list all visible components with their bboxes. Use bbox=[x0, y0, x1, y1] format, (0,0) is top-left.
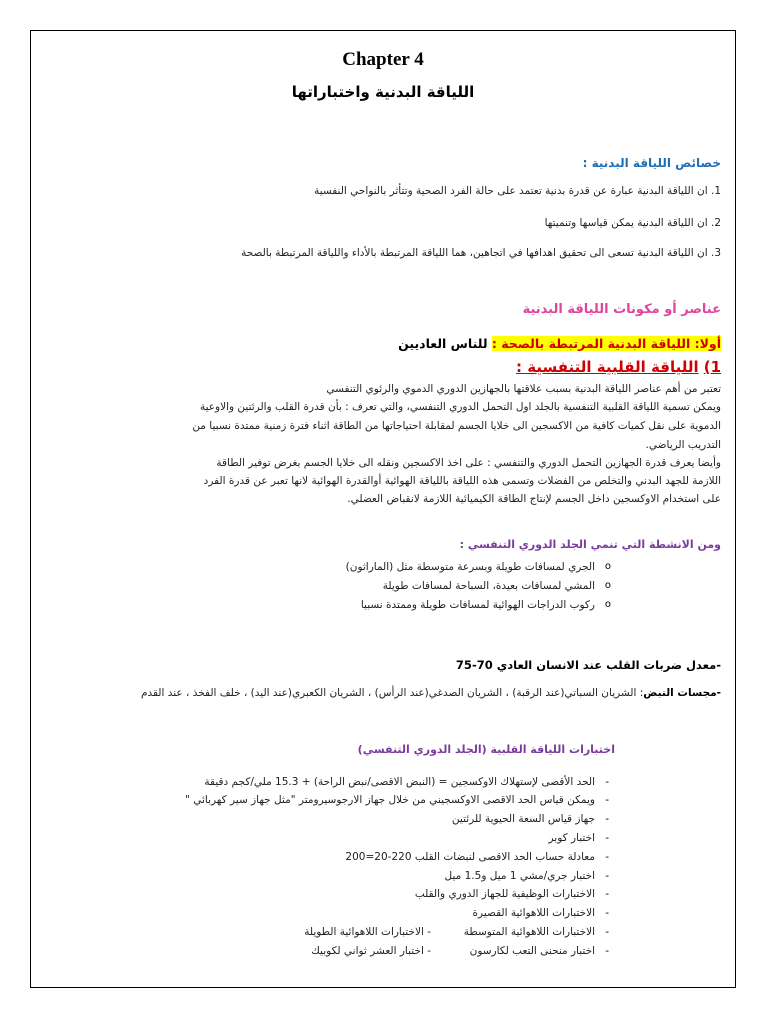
heading-rest: للناس العاديين bbox=[398, 336, 492, 351]
activity-item: ركوب الدراجات الهوائية لمسافات طويلة وممتدة نسبيا bbox=[360, 599, 595, 611]
pulse-sensors-line bbox=[141, 687, 721, 699]
test-item: الاختبارات اللاهوائية القصيرة bbox=[472, 907, 595, 919]
activity-item: الجري لمسافات طويلة وبسرعة متوسطة مثل (الماراثون) bbox=[345, 561, 595, 573]
list-item: 2. ان اللياقة البدنية يمكن قياسها وتنميتها bbox=[544, 217, 721, 229]
section-heading-characteristics: خصائص اللياقة البدنية : bbox=[582, 156, 721, 170]
test-item: اختبار كوبر bbox=[548, 832, 595, 844]
tests-heading: اختبارات اللياقة القلبية (الجلد الدوري التنفسي) bbox=[357, 743, 615, 756]
test-item: - اختبار العشر ثواني لكوبيك bbox=[311, 945, 431, 957]
dash-bullet: - bbox=[605, 851, 609, 863]
paragraph-line: تعتبر من أهم عناصر اللياقة البدنية بسبب علاقتها بالجهازين الدوري الدموي والرئوي التنفسي bbox=[326, 383, 721, 395]
chapter-title: Chapter 4 bbox=[342, 49, 424, 70]
dash-bullet: - bbox=[605, 870, 609, 882]
test-item: اختبار منحنى التعب لكارسون bbox=[469, 945, 595, 957]
dash-bullet: - bbox=[605, 926, 609, 938]
subsection-title: اللياقة القلبية التنفسية : bbox=[516, 358, 699, 376]
heart-rate-line: -معدل ضربات القلب عند الانسان العادي 70-75 bbox=[455, 658, 721, 672]
bullet-circle-icon: o bbox=[604, 599, 611, 610]
test-item: ويمكن قياس الحد الاقصى الاوكسجيني من خلال جهاز الارجوسيرومتر "مثل جهاز سير كهربائي " bbox=[185, 794, 595, 806]
dash-bullet: - bbox=[605, 832, 609, 844]
document-page bbox=[30, 30, 736, 988]
test-item: اختبار جري/مشي 1 ميل و1.5 ميل bbox=[444, 870, 595, 882]
test-item: معادلة حساب الحد الاقصى لنبضات القلب 220-20=200 bbox=[345, 851, 595, 863]
paragraph-line: الدموية على نقل كميات كافية من الاكسجين الى خلايا الجسم لمقابلة احتياجاتها من الطاقة اثناء فترة زمنية ممتدة نسبيا من bbox=[192, 420, 721, 432]
paragraph-line: على استخدام الاوكسجين داخل الجسم لإنتاج الطاقة الكيميائية اللازمة لانقباض العضلي. bbox=[347, 493, 721, 505]
highlighted-heading: أولا: اللياقة البدنية المرتبطة بالصحة : bbox=[491, 336, 721, 351]
section-heading-components: عناصر أو مكونات اللياقة البدنية bbox=[522, 302, 721, 317]
dash-bullet: - bbox=[605, 794, 609, 806]
subsection-number: 1) bbox=[703, 358, 721, 376]
dash-bullet: - bbox=[605, 907, 609, 919]
test-item: الحد الأقصى لإستهلاك الاوكسجين = (النبض الاقصى/نبض الراحة) + 15.3 ملي/كجم دقيقة bbox=[204, 776, 595, 788]
paragraph-line: اللازمة للجهد البدني والتخلص من الفضلات وتسمى هذه اللياقة باللياقة الهوائية أوالقدرة الهوائية لانها تعبر عن قدرة الفرد bbox=[203, 475, 721, 487]
bullet-circle-icon: o bbox=[604, 580, 611, 591]
pulse-sensors-text: : الشريان السباتي(عند الرقبة) ، الشريان الصدغي(عند الرأس) ، الشريان الكعبري(عند اليد) ، خلف الفخذ ، عند القدم bbox=[140, 687, 644, 699]
activity-item: المشي لمسافات بعيدة، السباحة لمسافات طويلة bbox=[382, 580, 595, 592]
dash-bullet: - bbox=[605, 888, 609, 900]
subsection-cardio-title bbox=[516, 357, 721, 376]
paragraph-line: وأيضا يعرف قدرة الجهازين التحمل الدوري والتنفسي : على اخذ الاكسجين ونقله الى خلايا الجسم بغرض توفير الطاقة bbox=[216, 457, 721, 469]
dash-bullet: - bbox=[605, 776, 609, 788]
health-fitness-line bbox=[398, 336, 721, 351]
list-item: 3. ان اللياقة البدنية تسعى الى تحقيق اهدافها في اتجاهين، هما اللياقة المرتبطة بالأداء واللياقة المرتبطة بالصحة bbox=[241, 247, 721, 259]
test-item: الاختبارات اللاهوائية المتوسطة bbox=[463, 926, 595, 938]
test-item: الاختبارات الوظيفية للجهاز الدوري والقلب bbox=[414, 888, 595, 900]
dash-bullet: - bbox=[605, 945, 609, 957]
test-item: - الاختبارات اللاهوائية الطويلة bbox=[304, 926, 431, 938]
dash-bullet: - bbox=[605, 813, 609, 825]
bullet-circle-icon: o bbox=[604, 561, 611, 572]
pulse-sensors-label: -مجسات النبض bbox=[643, 687, 721, 699]
paragraph-line: ويمكن تسمية اللياقة القلبية التنفسية بالجلد اول التحمل الدوري التنفسي، والتي تعرف : بأن قدرة القلب والرئتين والاوعية bbox=[199, 401, 721, 413]
paragraph-line: التدريب الرياضي. bbox=[645, 439, 721, 451]
chapter-arabic-title: اللياقة البدنية واختباراتها bbox=[291, 83, 475, 101]
test-item: جهاز قياس السعة الحيوية للرئتين bbox=[451, 813, 595, 825]
activities-heading: ومن الانشطة التي تنمي الجلد الدوري التنفسي : bbox=[459, 538, 721, 551]
list-item: 1. ان اللياقة البدنية عبارة عن قدرة بدنية تعتمد على حالة الفرد الصحية وتتأثر بالنواحي النفسية bbox=[314, 185, 721, 197]
